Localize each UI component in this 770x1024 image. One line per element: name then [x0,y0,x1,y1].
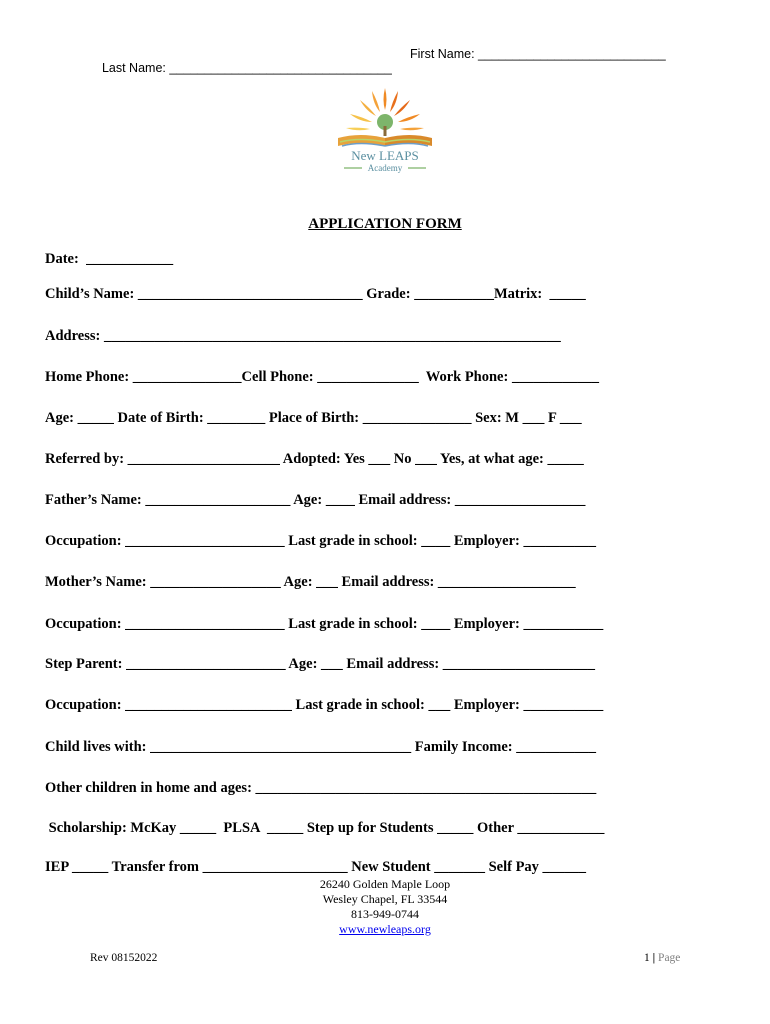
scholarship-line[interactable]: Scholarship: McKay _____ PLSA _____ Step up for Students _____ Other ____________ [45,820,605,836]
last-name-field[interactable]: Last Name: ________________________________ [101,61,392,75]
iep-transfer-line[interactable]: IEP _____ Transfer from ____________________ New Student _______ Self Pay ______ [45,859,587,875]
logo-name-line1: New LEAPS [351,148,419,163]
phone-line[interactable]: Home Phone: _______________Cell Phone: ______________ Work Phone: ____________ [45,369,599,385]
child-name-line[interactable]: Child’s Name: _______________________________ Grade: ___________Matrix: _____ [45,286,586,302]
website-link[interactable]: www.newleaps.org [339,922,431,936]
page-word: Page [658,952,681,964]
step-parent-line[interactable]: Step Parent: ______________________ Age: ___ Email address: _____________________ [45,656,596,672]
form-title-text: APPLICATION FORM [308,216,462,232]
first-name-field[interactable]: First Name: ___________________________ [410,47,666,61]
mother-occupation-line[interactable]: Occupation: ______________________ Last grade in school: ____ Employer: ___________ [45,616,604,632]
page-number: 1 [644,952,650,964]
form-title [0,216,770,233]
page-indicator [644,952,680,964]
logo-graphic [330,80,440,190]
page-separator: | [652,952,656,964]
academy-logo [330,80,440,190]
age-birth-line[interactable]: Age: _____ Date of Birth: ________ Place of Birth: _______________ Sex: M ___ F ___ [45,410,582,426]
father-occupation-line[interactable]: Occupation: ______________________ Last grade in school: ____ Employer: __________ [45,533,596,549]
date-line[interactable]: Date: ____________ [45,251,174,267]
footer-phone: 813-949-0744 [351,907,419,921]
footer-street: 26240 Golden Maple Loop [319,877,451,891]
revision-label: Rev 08152022 [90,952,158,964]
address-footer [0,877,770,937]
father-name-line[interactable]: Father’s Name: ____________________ Age: ____ Email address: __________________ [45,492,586,508]
referred-adopted-line[interactable]: Referred by: _____________________ Adopted: Yes ___ No ___ Yes, at what age: _____ [45,451,584,467]
child-lives-income-line[interactable]: Child lives with: ____________________________________ Family Income: ___________ [45,739,596,755]
logo-name-line2: Academy [367,163,403,173]
step-parent-occupation-line[interactable]: Occupation: _______________________ Last grade in school: ___ Employer: ___________ [45,697,604,713]
footer-city: Wesley Chapel, FL 33544 [322,892,448,906]
address-line[interactable]: Address: _______________________________________________________________ [45,328,561,344]
other-children-line[interactable]: Other children in home and ages: _______________________________________________ [45,780,597,796]
mother-name-line[interactable]: Mother’s Name: __________________ Age: ___ Email address: ___________________ [45,574,576,590]
